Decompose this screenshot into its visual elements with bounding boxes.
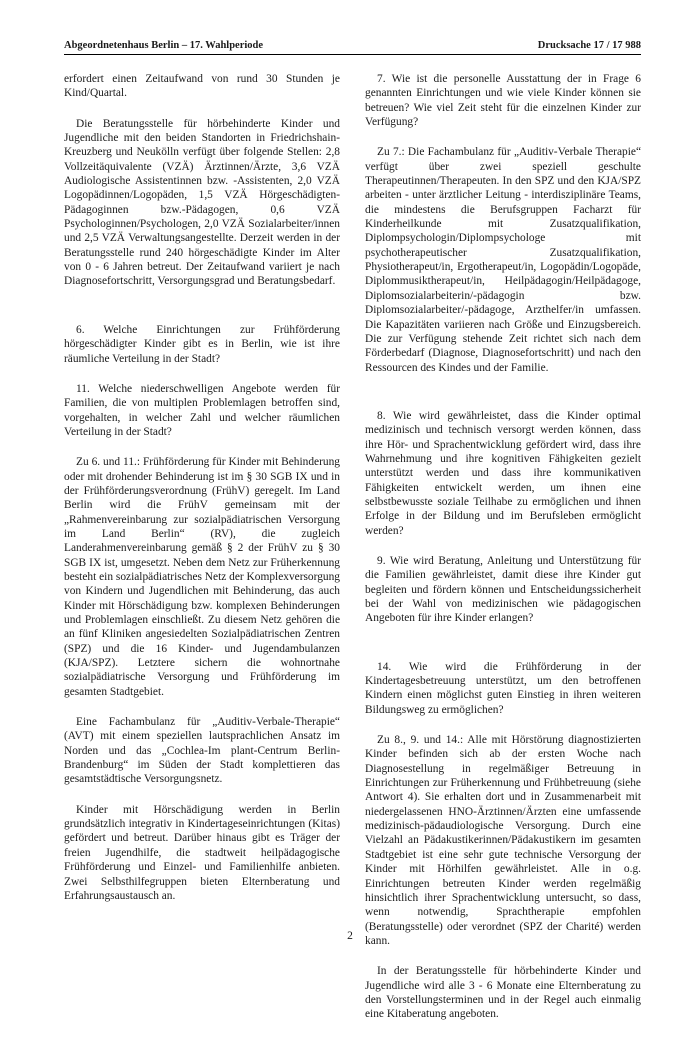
left-column <box>64 72 340 919</box>
page-header <box>64 40 641 55</box>
paragraph: Die Beratungsstelle für hörbehinderte Kinder und Jugendliche mit den beiden Standorten in Friedrichshain-Kreuzberg und Neukölln verfügt über folgende Stellen: 2,8 Vollzeitäquivalente (VZÄ) Ärztinnen/Ärzte, 3,6 VZÄ Audiologische Assistentinnen bzw. -Assistenten, 2,0 VZÄ Logopädinnen/Logopäden, 1,5 VZÄ Hörgeschädigten-Pädagoginnen bzw.-Pädagogen, 0,6 VZÄ Psychologinnen/Psychologen, 2,0 VZÄ Sozialarbeiter/innen und 2,5 VZÄ Verwaltungsangestellte. Derzeit werden in der Beratungsstelle rund 240 hörgeschädigte Kinder im Alter von 0 - 6 Jahren betreut. Der Zeitaufwand variiert je nach Diagnosefortschritt, Versorgungsgrad und Beratungsbedarf. <box>64 117 340 288</box>
header-title: Abgeordnetenhaus Berlin – 17. Wahlperiode <box>64 40 264 51</box>
question-8: 8. Wie wird gewährleistet, dass die Kinder optimal medizinisch und technisch versorgt werden können, dass ihre Hör- und Sprachentwicklung gefördert wird, dass ihre Wahrnehmung und ihre kognitiven Fähigkeiten gezielt unterstützt werden und dass ihre kommunikativen Fähigkeiten entwickelt werden, um ihnen eine selbstbewusste soziale Teilhabe zu ermöglichen und ihnen Erfolge in der Bildung und im Berufsleben ermöglicht werden? <box>365 409 641 537</box>
answer-8-9-14: Zu 8., 9. und 14.: Alle mit Hörstörung diagnostizierten Kinder befinden sich ab der ersten Woche nach Diagnosestellung in regelmäßiger Betreuung in Einrichtungen zur Früherkennung und Frühbetreuung (siehe Antwort 4). Sie erhalten dort und in Zusammenarbeit mit niedergelassenen HNO-Ärztinnen/Ärzten eine umfassende medizinisch-pädaudiologische Versorgung. Durch eine Vielzahl an Pädakustikerinnen/Pädakustikern im gesamten Stadtgebiet ist eine sehr gute technische Versorgung der Kinder mit Hörhilfen gewährleistet. Alle in o.g. Einrichtungen betreuten Kinder werden regelmäßig hinsichtlich ihrer Sprachentwicklung untersucht, so dass, wenn notwendig, Sprachtherapie empfohlen (Beratungsstelle) oder verordnet (SPZ der Charité) werden kann. <box>365 734 641 947</box>
header-document-number: Drucksache 17 / 17 988 <box>537 40 641 51</box>
question-7: 7. Wie ist die personelle Ausstattung der in Frage 6 genannten Einrichtungen und wie viele Kinder können sie betreuen? Wie viel Zeit steht für die einzelnen Kinder zur Verfügung? <box>365 73 641 129</box>
answer-7: Zu 7.: Die Fachambulanz für „Auditiv-Verbale Therapie“ verfügt über zwei speziell geschulte Therapeutinnen/Therapeuten. In den SPZ und den KJA/SPZ arbeiten - unter ärztlicher Leitung - interdisziplinäre Teams, die mindestens die Berufsgruppen Facharzt für Kinderheilkunde mit Zusatzqualifikation, Diplompsychologin/Diplompsychologe mit psychotherapeutischer Zusatzqualifikation, Physiotherapeut/in, Ergotherapeut/in, Logopädin/Logopäde, Diplommusiktherapeut/in, Heilpädagogin/Heilpädagoge, Diplomsozialarbeiterin/-pädagogin bzw. Diplomsozialarbeiter/-pädagoge, Arzthelfer/in umfassen. Die Kapazitäten variieren nach Größe und Einzugsbereich. Die zur Verfügung stehende Zeit richtet sich nach dem Förderbedarf (Diagnose, Diagnosefortschritt) und nach den Ressourcen des Kindes und der Familie. <box>365 146 641 374</box>
paragraph: Kinder mit Hörschädigung werden in Berlin grundsätzlich integrativ in Kindertageseinrichtungen (Kitas) gefördert und betreut. Darüber hinaus gibt es Träger der freien Jugendhilfe, die stadtweit heilpädagogische Frühförderung und Einzel- und Familienhilfe anbieten. Zwei Selbsthilfegruppen bieten Elternberatung und Erfahrungsaustausch an. <box>64 803 340 902</box>
question-14: 14. Wie wird die Frühförderung in der Kindertagesbetreuung unterstützt, um den betroffenen Kindern einen möglichst guten Einstieg in ihren weiteren Bildungsweg zu ermöglichen? <box>365 660 641 716</box>
right-column <box>365 72 641 1038</box>
paragraph: erfordert einen Zeitaufwand von rund 30 Stunden je Kind/Quartal. <box>64 73 340 100</box>
paragraph: Eine Fachambulanz für „Auditiv-Verbale-Therapie“ (AVT) mit einem speziellen lautsprachlichen Ansatz im Norden und das „Cochlea-Im plant-Centrum Berlin-Brandenburg“ im Süden der Stadt komplettieren das gesamtstädtische Versorgungsnetz. <box>64 716 340 786</box>
question-11: 11. Welche niederschwelligen Angebote werden für Familien, die von multiplen Problemlagen betroffen sind, vorgehalten, in welcher Zahl und welcher räumlichen Verteilung in der Stadt? <box>64 382 340 438</box>
question-9: 9. Wie wird Beratung, Anleitung und Unterstützung für die Familien gewährleistet, damit diese ihre Kinder gut begleiten und fördern können und Entscheidungssicherheit bei der Wahl von medizinischen wie pädagogischen Angeboten für ihre Kinder erlangen? <box>365 554 641 625</box>
answer-6-11: Zu 6. und 11.: Frühförderung für Kinder mit Behinderung oder mit drohender Behinderung ist im § 30 SGB IX und in der Frühförderungsverordnung (FrühV) geregelt. Im Land Berlin wird die FrühV gemeinsam mit der „Rahmenvereinbarung zur sozialpädiatrischen Versorgung im Land Berlin“ (RV), die zugleich Landerahmenvereinbarung gemäß § 2 der FrühV zu § 30 SGB IX ist, umgesetzt. Neben dem Netz zur Früherkennung besteht ein sozialpädiatrisches Netz der Komplexversorgung von Kindern und Jugendlichen mit Behinderung, das auch Kinder mit Hörschädigung bzw. komplexen Behinderungen und Problemlagen einschließt. Zu diesem Netz gehören die an fünf Kliniken angesiedelten Sozialpädiatrischen Zentren (SPZ) und die 16 Kinder- und Jugendambulanzen (KJA/SPZ). Letztere sichern die wohnortnahe sozialpädiatrische Versorgung und Frühförderung im gesamten Stadtgebiet. <box>64 456 340 698</box>
paragraph: In der Beratungsstelle für hörbehinderte Kinder und Jugendliche wird alle 3 - 6 Monate eine Elternberatung zu den Vorstellungsterminen und in der Regel auch einmalig eine Kitaberatung angeboten. <box>365 965 641 1021</box>
question-6: 6. Welche Einrichtungen zur Frühförderung hörgeschädigter Kinder gibt es in Berlin, wie ist ihre räumliche Verteilung in der Stadt? <box>64 323 340 365</box>
page-number: 2 <box>347 930 353 942</box>
